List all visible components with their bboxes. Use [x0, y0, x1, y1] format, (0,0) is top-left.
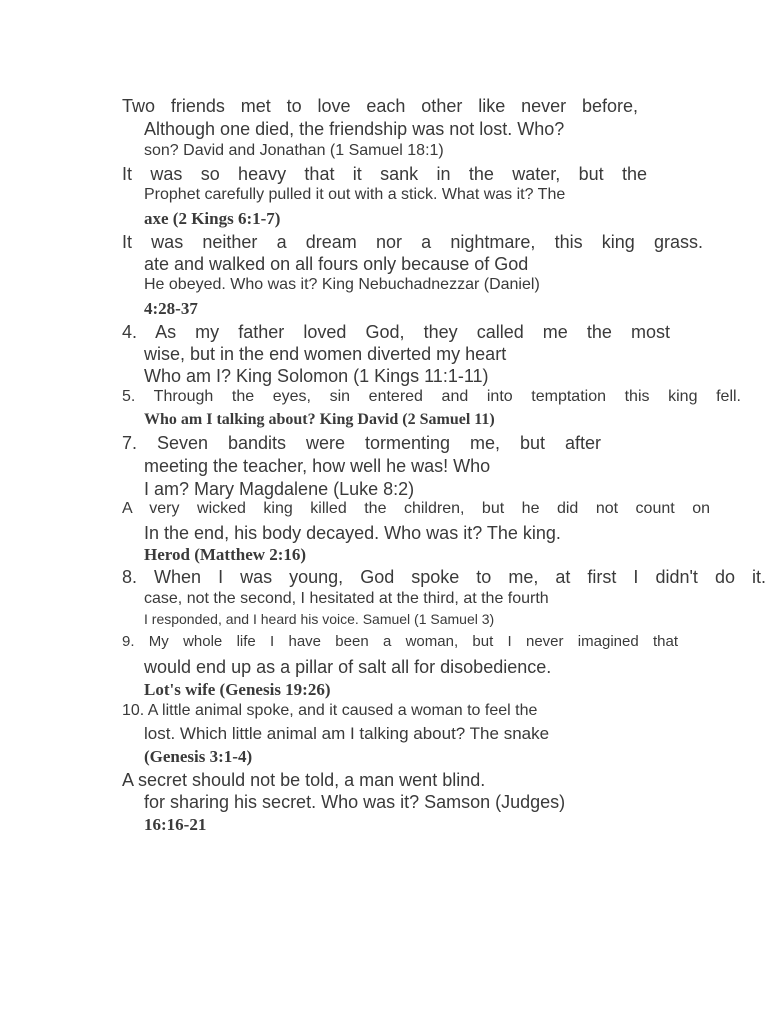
text-line: would end up as a pillar of salt all for disobedience. [144, 657, 552, 677]
text-line: 8. When I was young, God spoke to me, at first I didn't do it. [122, 567, 766, 587]
text-line: axe (2 Kings 6:1-7) [144, 209, 281, 228]
text-line: ate and walked on all fours only because of God [144, 254, 529, 274]
text-line: for sharing his secret. Who was it? Samson (Judges) [144, 792, 566, 812]
text-line: 10. A little animal spoke, and it caused a woman to feel the [122, 702, 538, 719]
text-line: 4:28-37 [144, 299, 198, 318]
text-line: Although one died, the friendship was not lost. Who? [144, 119, 565, 139]
text-line: lost. Which little animal am I talking about? The snake [144, 724, 550, 743]
text-line: 4. As my father loved God, they called me the most [122, 322, 670, 342]
text-line: Who am I? King Solomon (1 Kings 11:1-11) [144, 366, 489, 386]
text-line: A secret should not be told, a man went blind. [122, 770, 486, 790]
text-line: wise, but in the end women diverted my heart [144, 344, 507, 364]
text-line: I am? Mary Magdalene (Luke 8:2) [144, 479, 415, 499]
text-line: It was neither a dream nor a nightmare, this king grass. [122, 232, 703, 252]
text-line: Herod (Matthew 2:16) [144, 545, 307, 564]
text-line: It was so heavy that it sank in the water, but the [122, 164, 647, 184]
text-line: Lot's wife (Genesis 19:26) [144, 680, 331, 699]
text-line: 7. Seven bandits were tormenting me, but after [122, 433, 601, 453]
text-line: case, not the second, I hesitated at the third, at the fourth [144, 590, 549, 607]
text-line: Two friends met to love each other like never before, [122, 96, 638, 116]
text-line: Prophet carefully pulled it out with a stick. What was it? The [144, 186, 566, 203]
text-line: 5. Through the eyes, sin entered and into temptation this king fell. [122, 388, 741, 405]
text-line: son? David and Jonathan (1 Samuel 18:1) [144, 142, 444, 159]
text-line: 16:16-21 [144, 815, 207, 834]
text-line: meeting the teacher, how well he was! Who [144, 456, 491, 476]
text-line: Who am I talking about? King David (2 Samuel 11) [144, 411, 495, 428]
text-line: (Genesis 3:1-4) [144, 747, 253, 766]
text-line: He obeyed. Who was it? King Nebuchadnezzar (Daniel) [144, 276, 540, 293]
text-line: I responded, and I heard his voice. Samuel (1 Samuel 3) [144, 611, 495, 627]
text-line: In the end, his body decayed. Who was it? The king. [144, 523, 561, 543]
text-line: 9. My whole life I have been a woman, but I never imagined that [122, 633, 678, 650]
text-line: A very wicked king killed the children, but he did not count on [122, 500, 710, 517]
